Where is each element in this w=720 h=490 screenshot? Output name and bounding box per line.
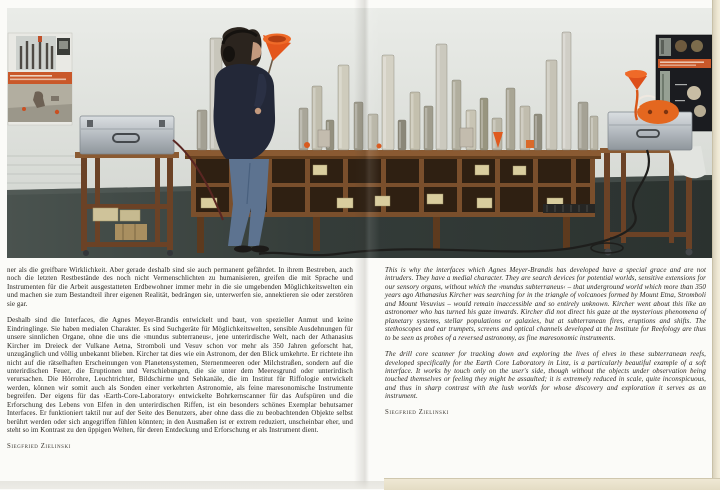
german-text-column	[7, 266, 353, 451]
page-edge-bottom	[384, 478, 720, 490]
left-poster	[8, 33, 72, 125]
installation-photo	[7, 8, 713, 258]
english-paragraph-2: The drill core scanner for tracking down and exploring the lives of elves in these subterranean reefs, developed specifically for the Earth Core Laboratory in Linz, is a particularly beautiful example of a soft interface. It works by touch only on the user's side, though without the objects under observation being touched themselves or feeling they might be assaulted; it is extremely reduced in scale, quite inconspicuous, and thus in sharp contrast with the lush worlds for whose discovery and exploration it serves as an instrument.	[385, 350, 706, 401]
german-paragraph-2: Deshalb sind die Interfaces, die Agnes Meyer-Brandis entwickelt und baut, von spezieller Anmut und keine Eindringlinge. Sie haben medialen Charakter. Es sind Suchgeräte für Möglichkeitswelten, sensible Ausdehnungen für unsere sinnlichen Organe, ohne die uns die ›mundus subterraneus‹, jene unterirdische Welt, nach der Athanasius Kircher im Dreieck der Vulkane Aetna, Stromboli und Vesuv schon vor mehr als 350 Jahren geforscht hat, unzugänglich und völlig unbekannt blieben. Kircher tat dies wie ein Astronom, der den Blick umkehrte. Er richtete ihn nicht auf die rätselhaften Erscheinungen von Planetensystemen, Sternenmeeren oder Milchstraßen, sondern auf die unterirdischen Feuer, die Eruptionen und Verschiebungen, die sie unter dem Meeresgrund oder unterirdisch verursachen. Die Hörrohre, Leuchtrichter, Bildschirme und Sehkanäle, die im Institut für Riffologie entwickelt werden, können wir somit auch als Sonden einer verkehrten Astronomie, als feine maresonomische Instrumente begreifen. Der eigens für das ›Earth-Core-Laboratory‹ entwickelte Bohrkernscanner für das Aufspüren und die Erforschung des Lebens von Elfen in den unterirdischen Riffen, ist ein besonders schönes Exemplar behutsamer Interfaces. Er funktioniert taktil nur auf der Seite des Benutzers, aber ohne dass die zu beobachtenden Objekte selbst berührt werden oder sich angegriffen fühlen könnten; in den Ausmaßen ist er extrem reduziert, unscheinbar eher, und steht so im Kontrast zu den üppigen Welten, für deren Entdeckung und Erforschung er als Instrument dient.	[7, 316, 353, 435]
author-name-right: Siegfried Zielinski	[385, 408, 449, 416]
english-text-column	[385, 266, 706, 417]
german-paragraph-1: ner als die greifbare Wirklichkeit. Aber gerade deshalb sind sie auch permanent gefährdet. In ihrem Bestreben, auch noch die letzten Restbestände des noch nicht Vermenschlichten zu humanisieren, greifen die mit Sprache und Instrumenten für die Arbeit ausgestatteten Erdbewohner immer mehr in die sie umgebenden Möglichkeitswelten ein und machen sie zum Bestandteil ihrer eigenen Realität, bedrängen sie, unterwerfen sie, annektieren sie oder zerstören sie gar.	[7, 266, 353, 308]
flight-case-left	[80, 116, 174, 154]
page-edge-right	[712, 0, 720, 489]
page-edge-bottom-left	[0, 481, 384, 489]
english-paragraph-1: This is why the interfaces which Agnes Meyer-Brandis has developed have a special grace and are not intruders. They have a medial character. They are search devices for potential worlds, sensitive extensions for our sensory organs, without which the ›mundus subterraneus‹ – that underground world which more than 350 years ago Athanasius Kircher was searching for in the triangle of volcanoes formed by Mount Etna, Stromboli and Mount Vesuvius – would remain inaccessible and so entirely unknown. Kircher went about this like an astronomer who has turned his gaze inwards. Kircher did not direct his gaze at the mysterious phenomena of planetary systems, stellar populations or galaxies, but at subterranean fires, eruptions and shifts. The stethoscopes and ear trumpets, screens and optical channels developed at the Institute for Reefology are thus to be seen as probes of a reversed astronomy, as fine maresonomic instruments.	[385, 266, 706, 342]
author-name-left: Siegfried Zielinski	[7, 442, 71, 450]
visitor-torso	[214, 64, 276, 159]
